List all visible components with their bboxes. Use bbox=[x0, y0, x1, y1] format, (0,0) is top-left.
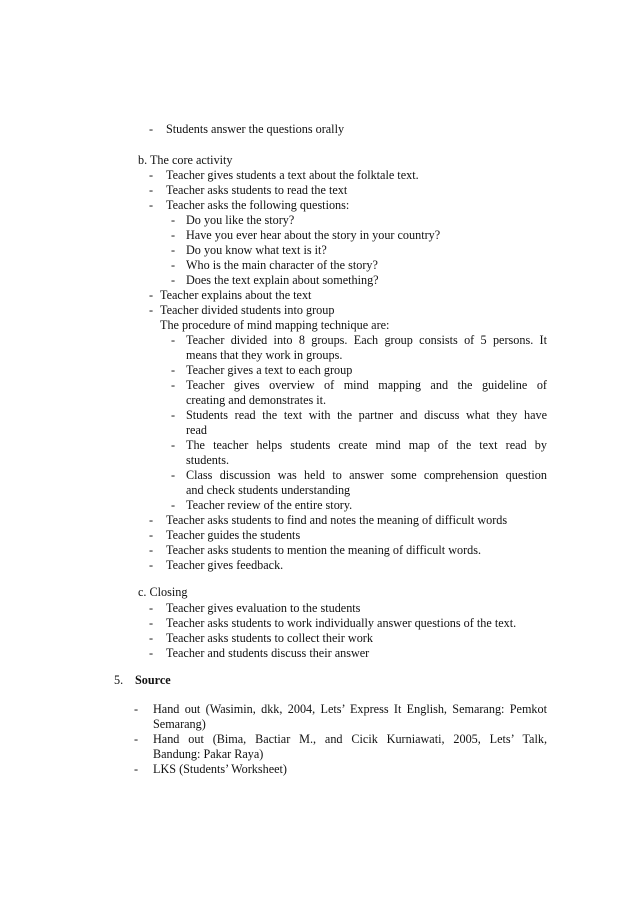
bullet-dash: - bbox=[171, 243, 176, 257]
source-item-line: Semarang) bbox=[153, 717, 206, 731]
closing-item: Teacher asks students to work individually answer questions of the text. bbox=[166, 616, 517, 630]
source-item-line: LKS (Students’ Worksheet) bbox=[153, 762, 287, 776]
bullet-dash: - bbox=[171, 333, 176, 347]
procedure-item-line: Teacher review of the entire story. bbox=[186, 498, 353, 512]
procedure-item-line: Students read the text with the partner and discuss what they have bbox=[186, 408, 547, 422]
procedure-item-line: Teacher gives overview of mind mapping and the guideline of bbox=[186, 378, 547, 392]
bullet-dash: - bbox=[171, 363, 176, 377]
source-item-line: Hand out (Wasimin, dkk, 2004, Lets’ Express It English, Semarang: Pemkot bbox=[153, 702, 547, 716]
bullet-dash: - bbox=[171, 213, 176, 227]
source-item-line: Bandung: Pakar Raya) bbox=[153, 747, 264, 761]
bullet-dash: - bbox=[171, 468, 176, 482]
core-item: Teacher asks students to read the text bbox=[166, 183, 348, 197]
core-item: Teacher gives feedback. bbox=[166, 558, 284, 572]
procedure-intro: The procedure of mind mapping technique are: bbox=[160, 318, 390, 332]
bullet-dash: - bbox=[149, 646, 154, 660]
question-item: Do you like the story? bbox=[186, 213, 295, 227]
core-item: Teacher asks students to find and notes the meaning of difficult words bbox=[166, 513, 508, 527]
core-activity-heading: b. The core activity bbox=[138, 153, 233, 167]
procedure-item-line: means that they work in groups. bbox=[186, 348, 343, 362]
procedure-item-line: students. bbox=[186, 453, 229, 467]
core-item: Teacher asks the following questions: bbox=[166, 198, 350, 212]
bullet-dash: - bbox=[149, 631, 154, 645]
bullet-dash: - bbox=[149, 558, 154, 572]
core-item: Teacher guides the students bbox=[166, 528, 301, 542]
core-item: Teacher explains about the text bbox=[160, 288, 312, 302]
bullet-dash: - bbox=[149, 543, 154, 557]
procedure-item-line: read bbox=[186, 423, 207, 437]
bullet-dash: - bbox=[149, 198, 154, 212]
bullet-dash: - bbox=[149, 303, 154, 317]
procedure-item-line: Class discussion was held to answer some comprehension question bbox=[186, 468, 547, 482]
intro-item: Students answer the questions orally bbox=[166, 122, 345, 136]
closing-heading: c. Closing bbox=[138, 585, 188, 599]
closing-item: Teacher and students discuss their answer bbox=[166, 646, 370, 660]
bullet-dash: - bbox=[149, 183, 154, 197]
bullet-dash: - bbox=[149, 616, 154, 630]
procedure-item-line: creating and demonstrates it. bbox=[186, 393, 327, 407]
core-item: Teacher asks students to mention the meaning of difficult words. bbox=[166, 543, 482, 557]
core-item: Teacher gives students a text about the folktale text. bbox=[166, 168, 419, 182]
question-item: Do you know what text is it? bbox=[186, 243, 327, 257]
procedure-item-line: Teacher divided into 8 groups. Each group consists of 5 persons. It bbox=[186, 333, 547, 347]
question-item: Who is the main character of the story? bbox=[186, 258, 378, 272]
bullet-dash: - bbox=[149, 122, 154, 136]
bullet-dash: - bbox=[171, 498, 176, 512]
bullet-dash: - bbox=[149, 528, 154, 542]
procedure-item-line: Teacher gives a text to each group bbox=[186, 363, 353, 377]
bullet-dash: - bbox=[134, 732, 139, 746]
bullet-dash: - bbox=[171, 438, 176, 452]
procedure-item-line: and check students understanding bbox=[186, 483, 351, 497]
bullet-dash: - bbox=[149, 601, 154, 615]
core-item: Teacher divided students into group bbox=[160, 303, 335, 317]
bullet-dash: - bbox=[171, 258, 176, 272]
bullet-dash: - bbox=[171, 273, 176, 287]
bullet-dash: - bbox=[171, 228, 176, 242]
question-item: Does the text explain about something? bbox=[186, 273, 379, 287]
source-heading: Source bbox=[135, 673, 171, 687]
bullet-dash: - bbox=[171, 408, 176, 422]
bullet-dash: - bbox=[134, 762, 139, 776]
question-item: Have you ever hear about the story in your country? bbox=[186, 228, 441, 242]
closing-item: Teacher asks students to collect their work bbox=[166, 631, 373, 645]
source-item-line: Hand out (Bima, Bactiar M., and Cicik Kurniawati, 2005, Lets’ Talk, bbox=[153, 732, 547, 746]
closing-item: Teacher gives evaluation to the students bbox=[166, 601, 361, 615]
bullet-dash: - bbox=[171, 378, 176, 392]
bullet-dash: - bbox=[149, 288, 154, 302]
bullet-dash: - bbox=[134, 702, 139, 716]
procedure-item-line: The teacher helps students create mind map of the text read by bbox=[186, 438, 547, 452]
section-number: 5. bbox=[114, 673, 124, 687]
bullet-dash: - bbox=[149, 513, 154, 527]
bullet-dash: - bbox=[149, 168, 154, 182]
